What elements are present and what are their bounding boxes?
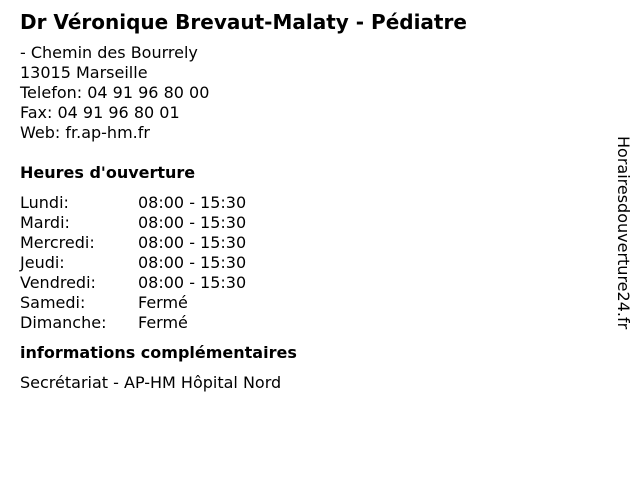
day-label: Mardi: bbox=[20, 213, 70, 232]
day-label: Mercredi: bbox=[20, 233, 95, 252]
phone-number[interactable]: Telefon: 04 91 96 80 00 bbox=[20, 83, 210, 102]
time-value: 08:00 - 15:30 bbox=[138, 193, 247, 212]
hours-row-wednesday bbox=[20, 233, 600, 253]
additional-info-text: Secrétariat - AP-HM Hôpital Nord bbox=[20, 373, 282, 392]
hours-row-thursday bbox=[20, 253, 600, 273]
day-label: Jeudi: bbox=[20, 253, 65, 272]
fax-number: Fax: 04 91 96 80 01 bbox=[20, 103, 180, 122]
hours-row-friday bbox=[20, 273, 600, 293]
time-value: Fermé bbox=[138, 293, 188, 312]
address-city: 13015 Marseille bbox=[20, 63, 148, 82]
day-label: Dimanche: bbox=[20, 313, 107, 332]
doctor-card bbox=[20, 8, 600, 393]
opening-hours-table bbox=[20, 193, 600, 333]
hours-row-sunday bbox=[20, 313, 600, 333]
contact-block bbox=[20, 43, 600, 143]
address-street: - Chemin des Bourrely bbox=[20, 43, 198, 62]
time-value: 08:00 - 15:30 bbox=[138, 273, 247, 292]
time-value: Fermé bbox=[138, 313, 188, 332]
page-title: Dr Véronique Brevaut-Malaty - Pédiatre bbox=[20, 10, 467, 34]
time-value: 08:00 - 15:30 bbox=[138, 213, 247, 232]
day-label: Lundi: bbox=[20, 193, 69, 212]
time-value: 08:00 - 15:30 bbox=[138, 233, 247, 252]
website-link[interactable]: Web: fr.ap-hm.fr bbox=[20, 123, 150, 142]
hours-row-saturday bbox=[20, 293, 600, 313]
day-label: Vendredi: bbox=[20, 273, 96, 292]
hours-row-tuesday bbox=[20, 213, 600, 233]
time-value: 08:00 - 15:30 bbox=[138, 253, 247, 272]
opening-hours-title: Heures d'ouverture bbox=[20, 163, 196, 182]
additional-info-title: informations complémentaires bbox=[20, 343, 297, 362]
day-label: Samedi: bbox=[20, 293, 86, 312]
site-watermark: Horairesdouverture24.fr bbox=[614, 136, 633, 330]
hours-row-monday bbox=[20, 193, 600, 213]
